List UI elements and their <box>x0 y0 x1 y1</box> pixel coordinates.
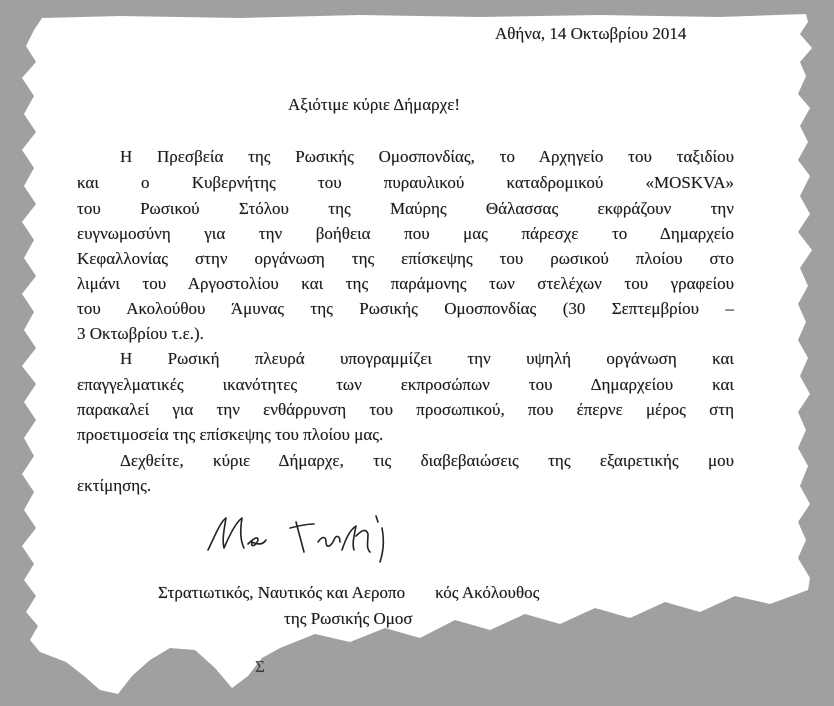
paragraph-line: παρακαλεί για την ενθάρρυνση του προσωπικού, που έπερνε μέρος στη <box>77 400 734 419</box>
paragraph-line: Κεφαλλονίας στην οργάνωση της επίσκεψης του ρωσικού πλοίου στο <box>77 249 734 268</box>
paragraph-line: ευγνωμοσύνη για την βοήθεια που μας πάρεσχε το Δημαρχείο <box>77 224 734 243</box>
place-date: Αθήνα, 14 Οκτωβρίου 2014 <box>495 24 687 43</box>
paragraph-line: λιμάνι του Αργοστολίου και της παράμονης των στελέχων του γραφείου <box>77 274 734 293</box>
paragraph-line: προετιμοσεία της επίσκεψης του πλοίου μας. <box>77 425 384 444</box>
signatory-title-start: Στρατιωτικός, Ναυτικός και Αεροπο <box>158 583 406 602</box>
paragraph-line: Η Ρωσική πλευρά υπογραμμίζει την υψηλή οργάνωση και <box>120 349 734 368</box>
signatory-organization-line: της Ρωσικής Ομοσ <box>284 609 413 628</box>
paragraph-line: και ο Κυβερνήτης του πυραυλικού καταδρομικού «MOSKVA» <box>77 173 734 192</box>
paragraph-line: Η Πρεσβεία της Ρωσικής Ομοσπονδίας, το Αρχηγείο του ταξιδίου <box>120 147 734 166</box>
paragraph-line: του Ακολούθου Άμυνας της Ρωσικής Ομοσπονδίας (30 Σεπτεμβρίου – <box>77 299 734 318</box>
paragraph-line: Δεχθείτε, κύριε Δήμαρχε, τις διαβεβαιώσεις της εξαιρετικής μου <box>120 451 734 470</box>
paragraph-line: επαγγελματικές ικανότητες των εκπροσώπων του Δημαρχείου και <box>77 375 734 394</box>
paragraph-line: 3 Οκτωβρίου τ.ε.). <box>77 324 204 343</box>
paragraph-line: εκτίμησης. <box>77 476 152 495</box>
signatory-title-line <box>158 583 539 603</box>
handwritten-closing-signature <box>200 508 430 568</box>
paragraph-line: του Ρωσικού Στόλου της Μαύρης Θάλασσας εκφράζουν την <box>77 199 734 218</box>
signatory-title-end: κός Ακόλουθος <box>435 583 540 602</box>
salutation: Αξιότιμε κύριε Δήμαρχε! <box>288 95 461 114</box>
signatory-name-fragment: Σ <box>255 657 265 676</box>
